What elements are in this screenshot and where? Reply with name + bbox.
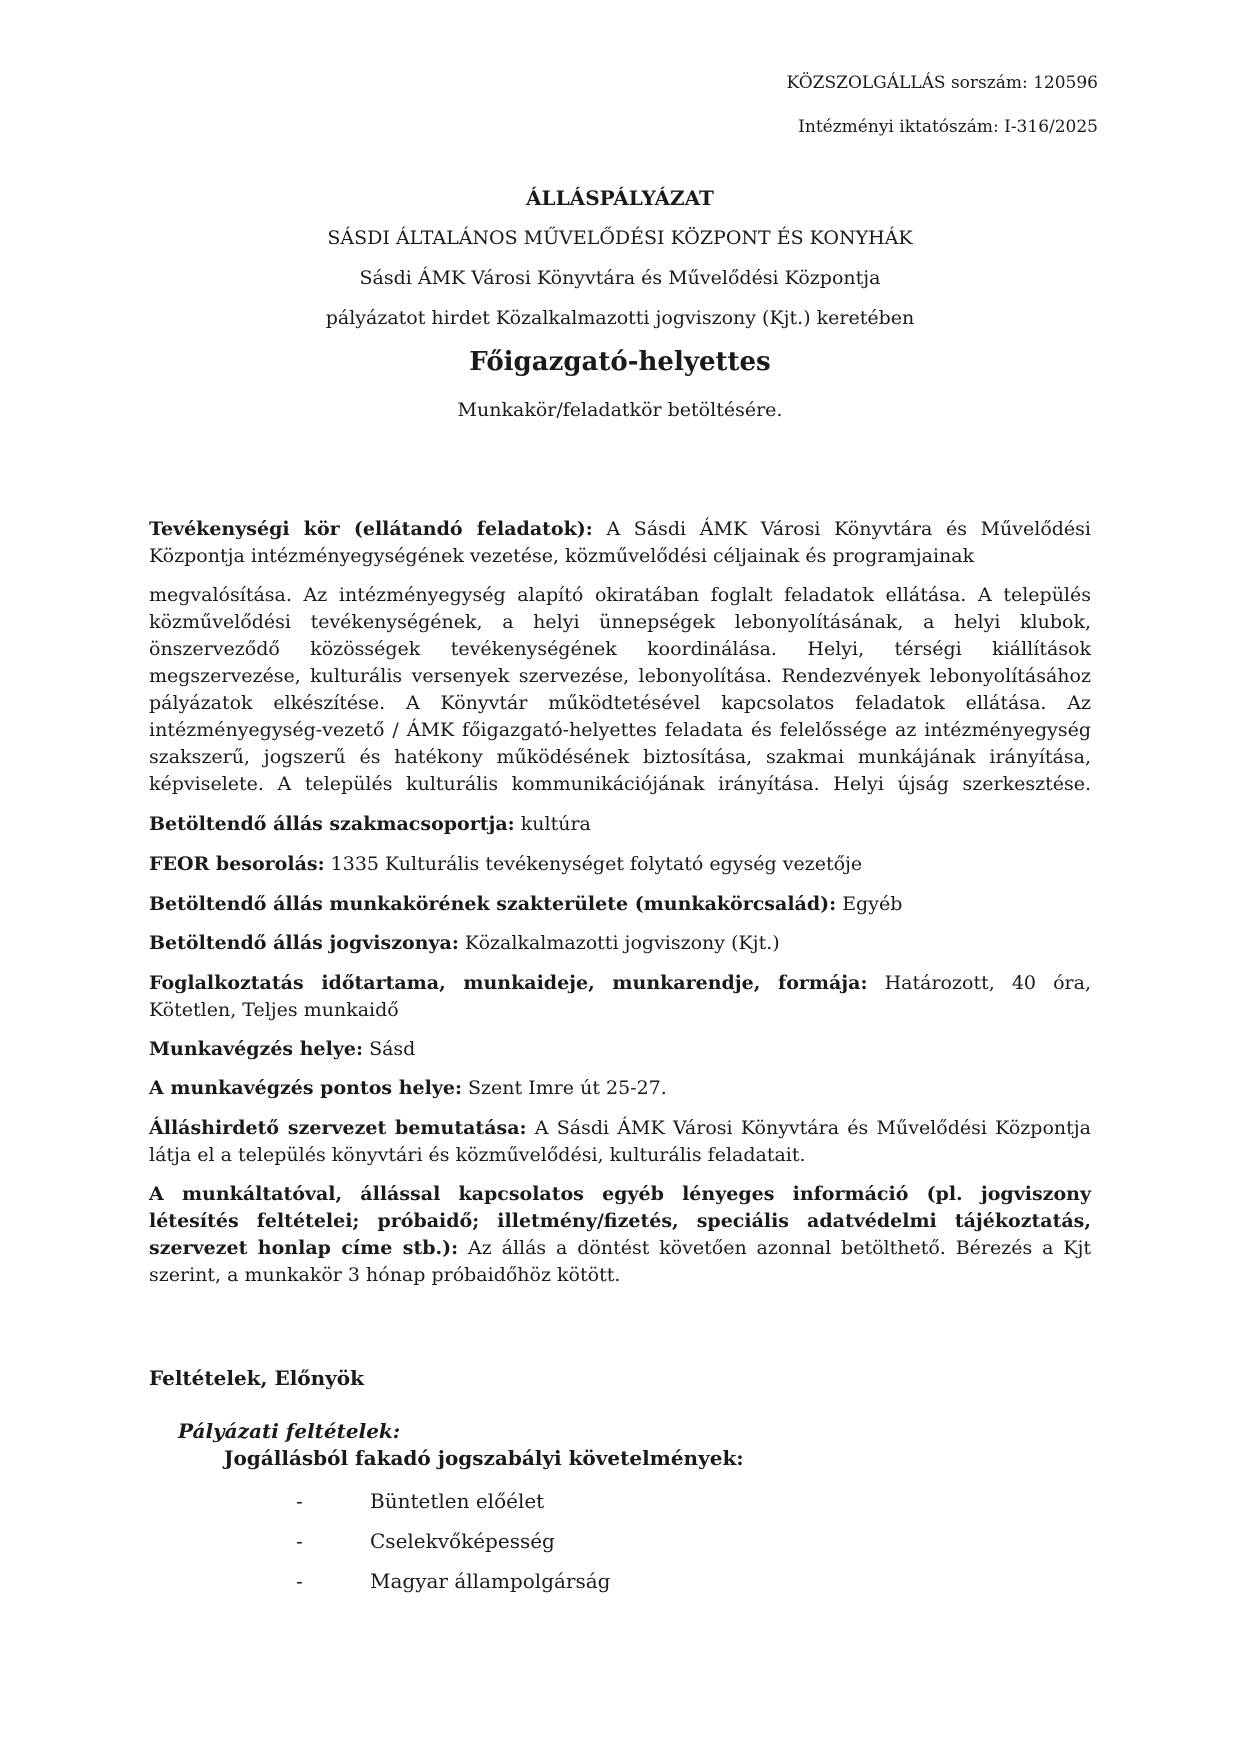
announcement-line: pályázatot hirdet Közalkalmazotti jogviszony (Kjt.) keretében [325, 307, 915, 329]
bemutatas-row [149, 1115, 1091, 1169]
legal-requirements-heading: Jogállásból fakadó jogszabályi követelmények: [224, 1446, 744, 1470]
unit-name: Sásdi ÁMK Városi Könyvtára és Művelődési Központja [359, 267, 881, 289]
helye-value: Sásd [369, 1038, 416, 1060]
pontos-helye-row [149, 1075, 1091, 1102]
conditions-subheading: Pályázati feltételek: [178, 1419, 401, 1443]
szakterulet-row [149, 891, 1091, 918]
list-item: Cselekvőképesség [370, 1529, 555, 1553]
bemutatas-value: A Sásdi ÁMK Városi Könyvtára és Művelődési Központja látja el a település könyvtári és közművelődési, kulturális feladatait. [149, 1117, 1092, 1166]
feor-label: FEOR besorolás: [149, 853, 325, 875]
helye-label: Munkavégzés helye: [149, 1038, 364, 1060]
egyeb-label: A munkáltatóval, állással kapcsolatos egyéb lényeges információ (pl. jogviszony létesítés feltételei; próbaidő; illetmény/fizetés, speciális adatvédelmi tájékoztatás, szervezet honlap címe stb.): [149, 1183, 1091, 1259]
jogviszony-row [149, 930, 1091, 957]
szakmacsoport-label: Betöltendő állás szakmacsoportja: [149, 813, 515, 835]
organization-name: SÁSDI ÁLTALÁNOS MŰVELŐDÉSI KÖZPONT ÉS KONYHÁK [327, 227, 913, 249]
tevekenyseg-text-1: A Sásdi ÁMK Városi Könyvtára és Művelődési Központja intézményegységének vezetése, közművelődési céljainak és programjainak [149, 518, 1092, 567]
list-item: Magyar állampolgárság [370, 1569, 611, 1593]
tevekenyseg-paragraph [149, 516, 1091, 570]
list-item: Büntetlen előélet [370, 1489, 545, 1513]
bemutatas-label: Álláshirdető szervezet bemutatása: [149, 1117, 527, 1139]
iktatoszam-line: Intézményi iktatószám: I-316/2025 [798, 117, 1098, 137]
feor-row [149, 851, 1091, 878]
document-title: ÁLLÁSPÁLYÁZAT [526, 186, 714, 210]
egyeb-row [149, 1181, 1091, 1289]
position-title: Főigazgató-helyettes [469, 347, 771, 377]
jogviszony-value: Közalkalmazotti jogviszony (Kjt.) [464, 932, 780, 954]
list-bullet: - [296, 1489, 303, 1513]
egyeb-value: Az állás a döntést követően azonnal betölthető. Bérezés a Kjt szerint, a munkakör 3 hónap próbaidőhöz kötött. [149, 1237, 1092, 1286]
sorszam-line: KÖZSZOLGÁLLÁS sorszám: 120596 [786, 73, 1098, 93]
foglalkoztatas-label: Foglalkoztatás időtartama, munkaideje, munkarendje, formája: [149, 972, 868, 994]
jogviszony-label: Betöltendő állás jogviszonya: [149, 932, 459, 954]
pontos-helye-value: Szent Imre út 25-27. [468, 1077, 667, 1099]
foglalkoztatas-value: Határozott, 40 óra, Kötetlen, Teljes munkaidő [149, 972, 1091, 1021]
pontos-helye-label: A munkavégzés pontos helye: [149, 1077, 462, 1099]
szakterulet-label: Betöltendő állás munkakörének szakterülete (munkakörcsalád): [149, 893, 837, 915]
tevekenyseg-paragraph-continued [149, 582, 1091, 798]
szakmacsoport-row [149, 811, 1091, 838]
szakterulet-value: Egyéb [842, 893, 903, 915]
tevekenyseg-label: Tevékenységi kör (ellátandó feladatok): [149, 518, 593, 540]
list-bullet: - [296, 1569, 303, 1593]
conditions-heading [149, 1365, 1091, 1392]
tevekenyseg-text-2: megvalósítása. Az intézményegység alapító okiratában foglalt feladatok ellátása. A település közművelődési tevékenységének, a helyi ünnepségek lebonyolításának, a helyi klubok, önszerveződő közösségek tevékenységének koordinálása. Helyi, térségi kiállítások megszervezése, kulturális versenyek szervezése, lebonyolítása. Rendezvények lebonyolításához pályázatok elkészítése. A Könyvtár működtetésével kapcsolatos feladatok ellátása. Az intézményegység-vezető / ÁMK főigazgató-helyettes feladata és felelőssége az intézményegység szakszerű, jogszerű és hatékony működésének biztosítása, szakmai munkájának irányítása, képviselete. A település kulturális kommunikációjának irányítása. Helyi újság szerkesztése. [149, 584, 1091, 795]
szakmacsoport-value: kultúra [520, 813, 591, 835]
feor-value: 1335 Kulturális tevékenységet folytató egység vezetője [330, 853, 863, 875]
helye-row [149, 1036, 1091, 1063]
foglalkoztatas-row [149, 970, 1091, 1024]
conditions-heading-text: Feltételek, Előnyök [149, 1366, 364, 1390]
list-bullet: - [296, 1529, 303, 1553]
purpose-line: Munkakör/feladatkör betöltésére. [457, 399, 783, 421]
